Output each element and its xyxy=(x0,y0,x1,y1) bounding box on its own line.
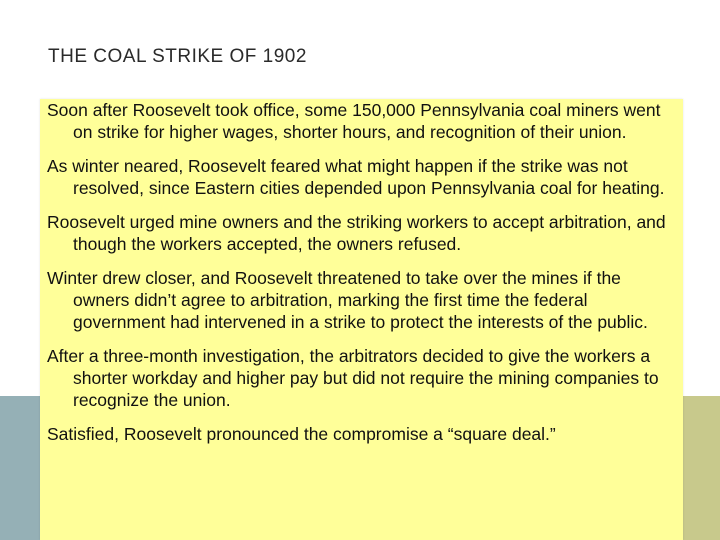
paragraph-6: Satisfied, Roosevelt pronounced the compromise a “square deal.” xyxy=(47,424,556,444)
slide-title: THE COAL STRIKE OF 1902 xyxy=(48,46,307,67)
bullet-list xyxy=(40,99,683,445)
paragraph-5: After a three-month investigation, the arbitrators decided to give the workers a shorter workday and higher pay but did not require the mining companies to recognize the union. xyxy=(47,346,659,410)
paragraph-3: Roosevelt urged mine owners and the striking workers to accept arbitration, and though the workers accepted, the owners refused. xyxy=(47,212,666,254)
paragraph-2: As winter neared, Roosevelt feared what might happen if the strike was not resolved, since Eastern cities depended upon Pennsylvania coal for heating. xyxy=(47,156,665,198)
paragraph-4: Winter drew closer, and Roosevelt threatened to take over the mines if the owners didn’t agree to arbitration, marking the first time the federal government had intervened in a strike to protect the interests of the public. xyxy=(47,268,648,332)
paragraph-1: Soon after Roosevelt took office, some 150,000 Pennsylvania coal miners went on strike for higher wages, shorter hours, and recognition of their union. xyxy=(47,100,661,142)
content-box xyxy=(40,99,683,540)
